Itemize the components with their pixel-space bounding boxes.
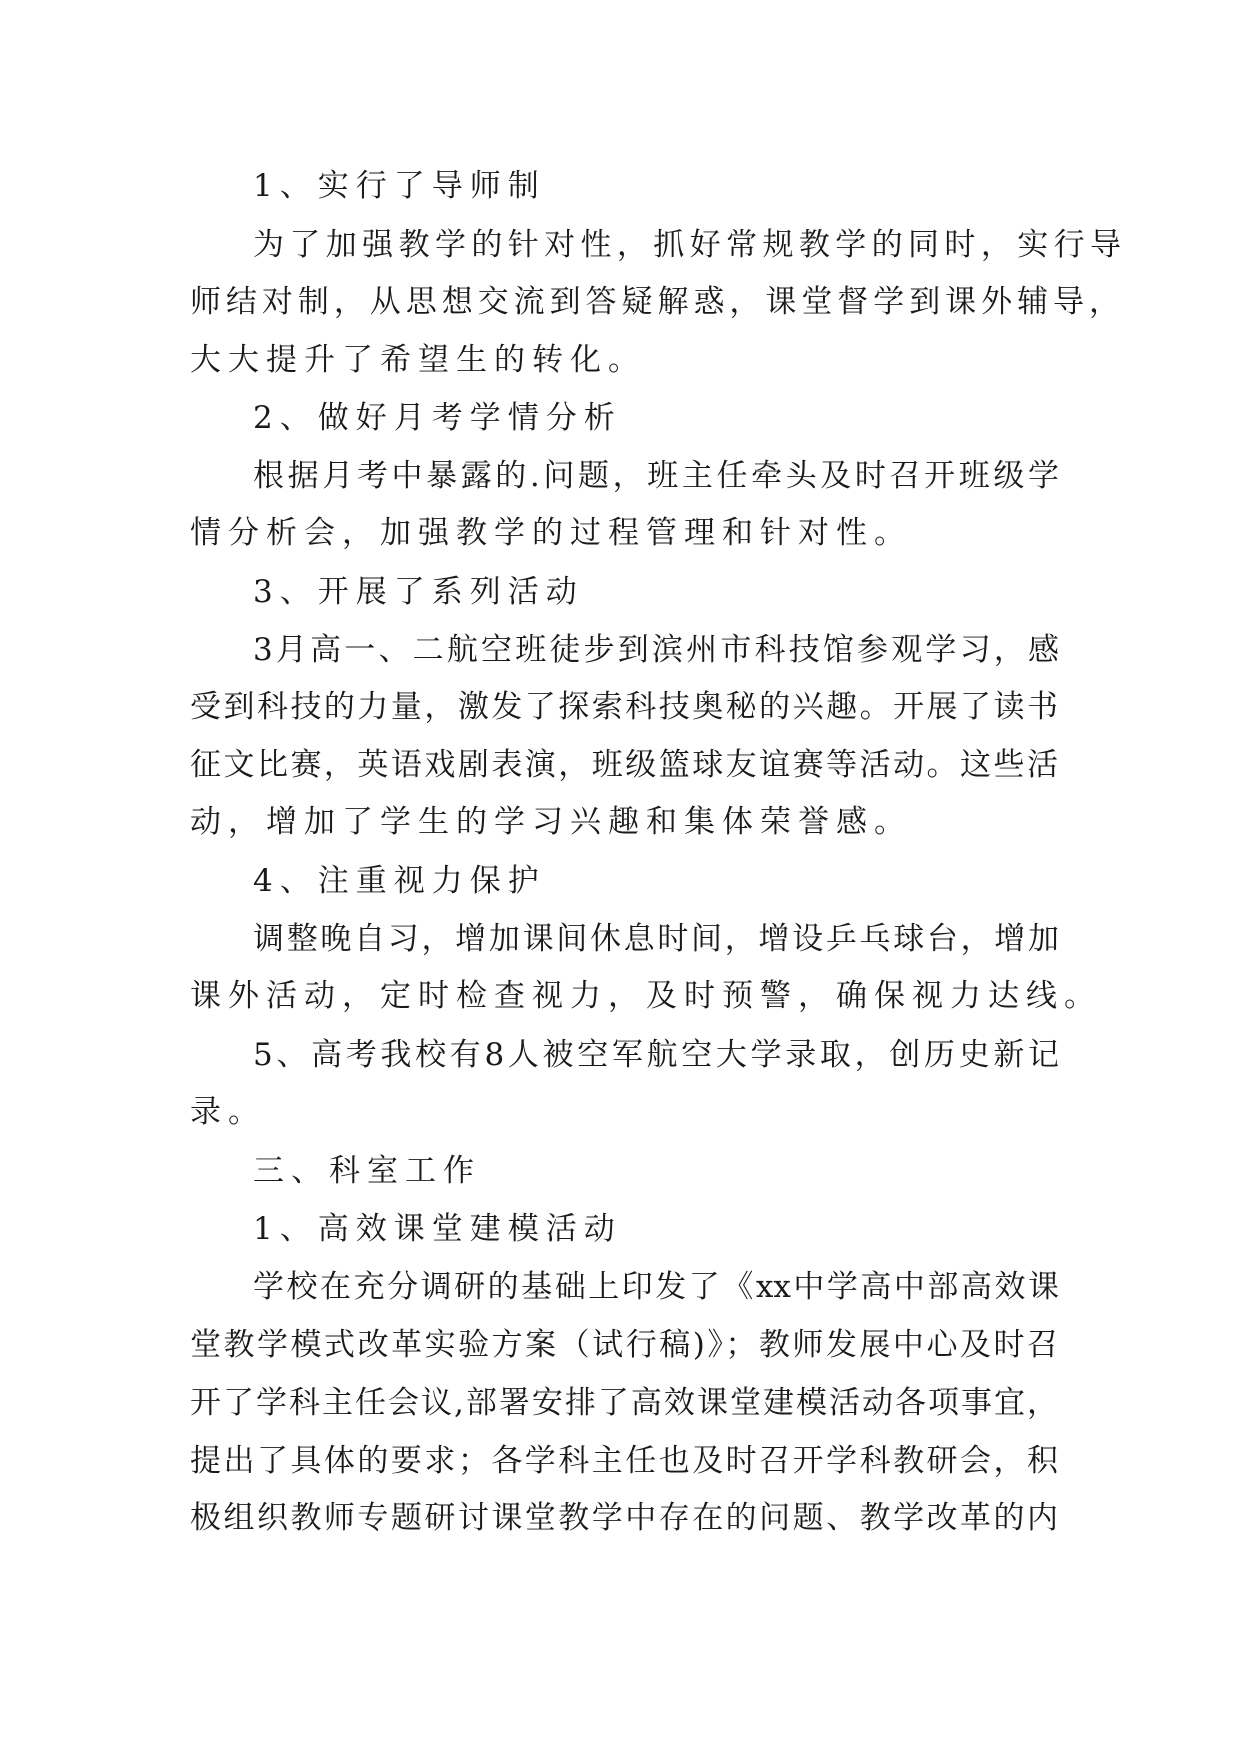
paragraph-line: 课外活动，定时检查视力，及时预警，确保视力达线。 bbox=[190, 978, 1102, 1014]
paragraph-line: 大大提升了希望生的转化。 bbox=[190, 342, 646, 378]
paragraph-line: 开了学科主任会议,部署安排了高效课堂建模活动各项事宜， bbox=[190, 1385, 1058, 1421]
paragraph-line: 情分析会，加强教学的过程管理和针对性。 bbox=[190, 515, 912, 551]
heading-monthly-exam: 2、做好月考学情分析 bbox=[253, 400, 622, 436]
paragraph-line: 征文比赛，英语戏剧表演，班级篮球友谊赛等活动。这些活 bbox=[190, 747, 1058, 783]
paragraph-line: 师结对制，从思想交流到答疑解惑，课堂督学到课外辅导， bbox=[190, 284, 1120, 320]
paragraph-line: 动，增加了学生的学习兴趣和集体荣誉感。 bbox=[190, 804, 912, 840]
paragraph-line: 受到科技的力量，激发了探索科技奥秘的兴趣。开展了读书 bbox=[190, 689, 1058, 725]
section-heading-office-work: 三、科室工作 bbox=[253, 1153, 481, 1189]
paragraph-line: 提出了具体的要求；各学科主任也及时召开学科教研会，积 bbox=[190, 1443, 1058, 1479]
paragraph-line: 极组织教师专题研讨课堂教学中存在的问题、教学改革的内 bbox=[190, 1500, 1058, 1536]
paragraph-line: 5、高考我校有8人被空军航空大学录取，创历史新记 bbox=[253, 1037, 1059, 1073]
paragraph-line: 学校在充分调研的基础上印发了《xx中学高中部高效课 bbox=[253, 1269, 1059, 1305]
paragraph-line: 录。 bbox=[190, 1094, 266, 1130]
paragraph-line: 堂教学模式改革实验方案（试行稿)》；教师发展中心及时召 bbox=[190, 1327, 1058, 1363]
heading-activities: 3、开展了系列活动 bbox=[253, 574, 584, 610]
heading-mentor-system: 1、实行了导师制 bbox=[253, 168, 546, 204]
paragraph-line: 为了加强教学的针对性，抓好常规教学的同时，实行导 bbox=[253, 227, 1121, 263]
paragraph-line: 根据月考中暴露的.问题，班主任牵头及时召开班级学 bbox=[253, 458, 1059, 494]
heading-efficient-classroom: 1、高效课堂建模活动 bbox=[253, 1211, 622, 1247]
paragraph-line: 调整晚自习，增加课间休息时间，增设乒乓球台，增加 bbox=[253, 921, 1059, 957]
heading-vision-protection: 4、注重视力保护 bbox=[253, 863, 546, 899]
paragraph-line: 3月高一、二航空班徒步到滨州市科技馆参观学习，感 bbox=[253, 632, 1059, 668]
